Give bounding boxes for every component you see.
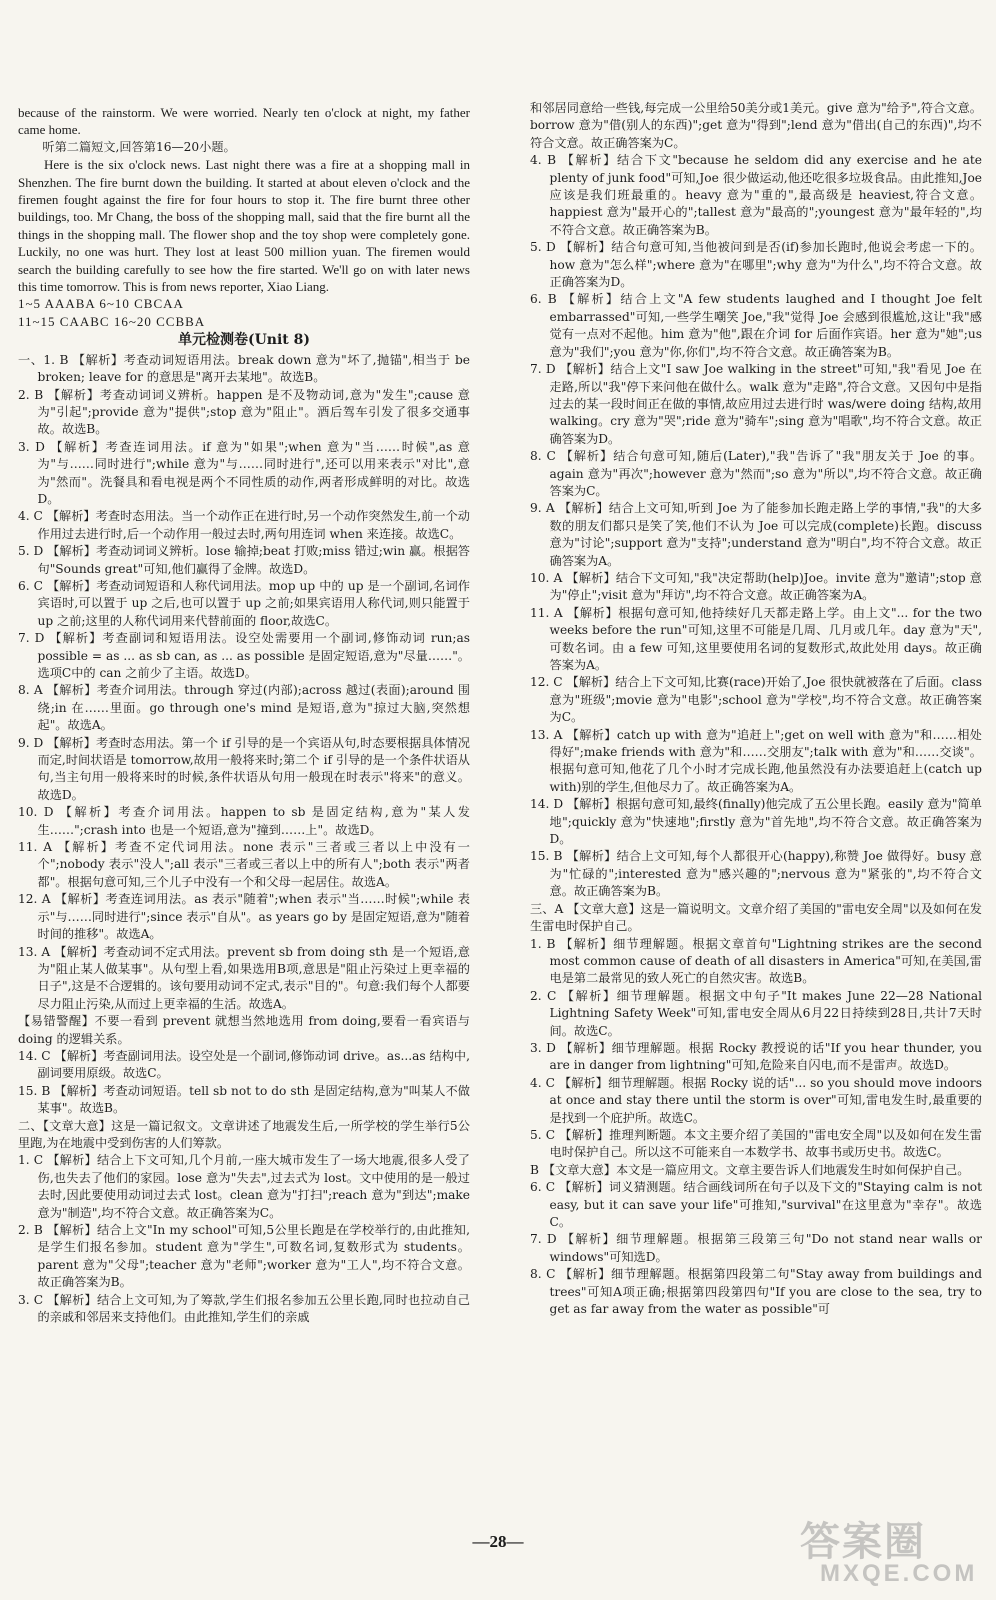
answer-item: 1. B 【解析】细节理解题。根据文章首句"Lightning strikes are the second most common cause of death of all disasters in America"可知,在美国,雷电是第二最常见的致人死亡的自然灾害。故选B。	[530, 936, 982, 986]
unit-heading: 单元检测卷(Unit 8)	[177, 332, 311, 349]
listening-text-end: because of the rainstorm. We were worried. Nearly ten o'clock at night, my father came home.	[18, 105, 470, 138]
answer-item: 7. D 【解析】细节理解题。根据第三段第三句"Do not stand near walls or windows"可知选D。	[530, 1232, 982, 1264]
answer-item: 12. A 【解析】考查连词用法。as 表示"随着";when 表示"当……时候";while 表示"与……同时进行";since 表示"自从"。as years go by 是固定短语,意为"随着时间的推移"。故选A。	[18, 892, 470, 942]
left-items	[18, 352, 470, 1327]
answer-item: 3. D 【解析】考查连词用法。if 意为"如果";when 意为"当……时候",as 意为"与……同时进行";while 意为"与……同时进行",还可以用来表示"对比",意为"然而"。洗餐具和看电视是两个不同性质的动作,两者形成鲜明的对比。故选D。	[18, 439, 470, 506]
answer-item: 11. A 【解析】考查不定代词用法。none 表示"三者或三者以上中没有一个";nobody 表示"没人";all 表示"三者或三者以上中的所有人";both 表示"两者都"。根据句意可知,三个儿子中没有一个和父母一起居住。故选A。	[18, 840, 470, 889]
answer-keys-1: 1~5 AAABA 6~10 CBCAA	[18, 296, 184, 312]
answer-item: 4. C 【解析】细节理解题。根据 Rocky 说的话"... so you should move indoors at once and stay there until the storm is over"可知,雷电发生时,最重要的是找到一个庇护所。故选C。	[530, 1075, 982, 1125]
answer-item: 2. B 【解析】结合上文"In my school"可知,5公里长跑是在学校举行的,由此推知,是学生们报名参加。student 意为"学生",可数名词,复数形式为 students。parent 意为"父母";teacher 意为"老师";worker 意为"工人",均不符合文意。故正确答案为B。	[18, 1223, 470, 1290]
answer-item: 8. C 【解析】结合句意可知,随后(Later),"我"告诉了"我"朋友关于 Joe 的事。again 意为"再次";however 意为"然而";so 意为"所以",均不符合文意。故正确答案为C。	[530, 449, 982, 498]
answer-item: 9. D 【解析】考查时态用法。第一个 if 引导的是一个宾语从句,时态要根据具体情况而定,时间状语是 tomorrow,故用一般将来时;第二个 if 引导的是一个条件状语从句,当主句用一般将来时的时候,条件状语从句用一般现在时表示"将来"的意义。故选D。	[18, 735, 470, 802]
answer-item: 5. D 【解析】结合句意可知,当他被问到是否(if)参加长跑时,他说会考虑一下的。how 意为"怎么样";where 意为"在哪里";why 意为"为什么",均不符合文意。故正确答案为D。	[530, 240, 982, 290]
answer-item: 13. A 【解析】catch up with 意为"追赶上";get on well with 意为"和……相处得好";make friends with 意为"和……交朋友";talk with 意为"和……交谈"。根据句意可知,他花了几个小时才完成长跑,他虽然没有办法要追赶上(catch up with)别的学生,但他尽力了。故正确答案为A。	[530, 727, 982, 794]
passage-summary: B 【文章大意】本文是一篇应用文。文章主要告诉人们地震发生时如何保护自己。	[530, 1162, 970, 1177]
listening-passage: Here is the six o'clock news. Last night there was a fire at a shopping mall in Shenzhen. The fire burnt down the building. It started at about eleven o'clock and the firemen fought against the fire for four hours to stop it. The fire burnt three other buildings, too. Mr Chang, the boss of the shopping mall, said that the fire burnt all the things in the shopping mall. The flower shop and the toy shop were completely gone. Luckily, no one was hurt. They lost at least 500 million yuan. The firemen would search the building carefully to see how the fire started. We'll go on with later news this time tomorrow. This is from news reporter, Xiao Liang.	[18, 157, 470, 295]
left-column	[18, 104, 470, 1326]
answer-item: 15. B 【解析】考查动词短语。tell sb not to do sth 是固定结构,意为"叫某人不做某事"。故选B。	[18, 1083, 470, 1116]
answer-item: 3. D 【解析】细节理解题。根据 Rocky 教授说的话"If you hear thunder, you are in danger from lightning"可知,危险来自闪电,而不是雷声。故选D。	[530, 1040, 982, 1073]
answer-item: 7. D 【解析】考查副词和短语用法。设空处需要用一个副词,修饰动词 run;as possible = as ... as sb can, as ... as possible 是固定短语,意为"尽量……"。选项C中的 can 之前少了主语。故选D。	[18, 631, 470, 680]
answer-item: 6. C 【解析】词义猜测题。结合画线词所在句子以及下文的"Staying calm is not easy, but it can save your life"可推知,"survival"在这里意为"幸存"。故选C。	[530, 1180, 982, 1229]
answer-item: 9. A 【解析】结合上文可知,听到 Joe 为了能参加长跑走路上学的事情,"我"的大多数的朋友们都只是笑了笑,他们不认为 Joe 可以完成(complete)长跑。discuss 意为"讨论";support 意为"支持";understand 意为"明白",均不符合文意。故正确答案为A。	[530, 501, 982, 568]
answer-item: 11. A 【解析】根据句意可知,他持续好几天都走路上学。由上文"... for the two weeks before the run"可知,这里不可能是几周、几月或几年。day 意为"天",可数名词。由 a few 可知,这里要使用名词的复数形式,故此处用 days。故正确答案为A。	[530, 605, 982, 672]
watermark-text: 答案圈	[800, 1519, 926, 1565]
passage-summary: 三、A 【文章大意】这是一篇说明文。文章介绍了美国的"雷电安全周"以及如何在发生雷电时保护自己。	[530, 901, 982, 934]
listening-instruction: 听第二篇短文,回答第16—20小题。	[42, 139, 236, 154]
answer-item: 7. D 【解析】结合上文"I saw Joe walking in the street"可知,"我"看见 Joe 在走路,所以"我"停下来问他在做什么。walk 意为"走路",符合文意。又因句中是指过去的某一段时间正在做的事情,故应用过去进行时 was/were doing 结构,故用 walking。cry 意为"哭";ride 意为"骑车";sing 意为"唱歌",均不符合文意。故正确答案为D。	[530, 362, 982, 446]
answer-item: 14. C 【解析】考查副词用法。设空处是一个副词,修饰动词 drive。as...as 结构中,副词要用原级。故选C。	[18, 1048, 470, 1081]
answer-item: 3. C 【解析】结合上文可知,为了筹款,学生们报名参加五公里长跑,同时也拉动自己的亲戚和邻居来支持他们。由此推知,学生们的亲戚	[18, 1292, 470, 1325]
answer-item: 6. C 【解析】考查动词短语和人称代词用法。mop up 中的 up 是一个副词,名词作宾语时,可以置于 up 之后,也可以置于 up 之前;如果宾语用人称代词,则只能置于 up 之前;这里的人称代词用来代替前面的 floor,故选C。	[18, 578, 470, 628]
answer-item: 4. B 【解析】结合下文"because he seldom did any exercise and he ate plenty of junk food"可知,Joe 很少做运动,他还吃很多垃圾食品。由此推知,Joe 应该是我们班最重的。heavy 意为"重的",最高级是 heaviest,符合文意。happiest 意为"最开心的";tallest 意为"最高的";youngest 意为"最年轻的",均不符合文意。故正确答案为B。	[530, 153, 982, 237]
answer-item: 6. B 【解析】结合上文"A few students laughed and I thought Joe felt embarrassed"可知,一些学生嘲笑 Joe,"我"觉得 Joe 会感到很尴尬,这让"我"感觉有一点对不起他。him 意为"他",跟在介词 for 后面作宾语。her 意为"她";us 意为"我们";you 意为"你,你们",均不符合文意。故正确答案为B。	[530, 292, 982, 359]
page-number: —28—	[472, 1532, 524, 1551]
answer-item-continued: 和邻居同意给一些钱,每完成一公里给50美分或1美元。give 意为"给予",符合文意。borrow 意为"借(别人的东西)";get 意为"得到";lend 意为"借出(自己的东西)",均不符合文意。故正确答案为C。	[530, 101, 982, 150]
answer-item: 15. B 【解析】结合上文可知,每个人都很开心(happy),称赞 Joe 做得好。busy 意为"忙碌的";interested 意为"感兴趣的";nervous 意为"紧张的",均不符合文意。故正确答案为B。	[530, 849, 982, 899]
answer-item: 2. C 【解析】细节理解题。根据文中句子"It makes June 22—28 National Lightning Safety Week"可知,雷电安全周从6月22日持续到28日,共计7天时间。故选C。	[530, 988, 982, 1038]
answer-item: 2. B 【解析】考查动词词义辨析。happen 是不及物动词,意为"发生";cause 意为"引起";provide 意为"提供";stop 意为"阻止"。酒后驾车引发了很多交通事故。故选B。	[18, 387, 470, 437]
right-column	[530, 100, 982, 1318]
answer-item: 12. C 【解析】结合上下文可知,比赛(race)开始了,Joe 很快就被落在了后面。class 意为"班级";movie 意为"电影";school 意为"学校",均不符合文意。故正确答案为C。	[530, 675, 982, 725]
passage-summary: 二、【文章大意】这是一篇记叙文。文章讲述了地震发生后,一所学校的学生举行5公里跑,为在地震中受到伤害的人们筹款。	[18, 1118, 470, 1150]
answer-item: 8. A 【解析】考查介词用法。through 穿过(内部);across 越过(表面);around 围绕;in 在……里面。go through one's mind 是短语,意为"掠过大脑,突然想起"。故选A。	[18, 683, 470, 733]
answer-item: 1. C 【解析】结合上下文可知,几个月前,一座大城市发生了一场大地震,很多人受了伤,也失去了他们的家园。lose 意为"失去",过去式为 lost。文中使用的是一般过去时,因此要使用动词过去式 lost。clean 意为"打扫";reach 意为"到达";make 意为"制造",均不符合文意。故正确答案为C。	[18, 1153, 470, 1220]
answer-item: 8. C 【解析】细节理解题。根据第四段第二句"Stay away from buildings and trees"可知A项正确;根据第四段第四句"If you are close to the sea, try to get as far away from the water as possible"可	[530, 1267, 982, 1317]
answer-item: 一、1. B 【解析】考查动词短语用法。break down 意为"坏了,抛锚",相当于 be broken; leave for 的意思是"离开去某地"。故选B。	[18, 352, 470, 385]
answer-item: 4. C 【解析】考查时态用法。当一个动作正在进行时,另一个动作突然发生,前一个动作用过去进行时,后一个动作用一般过去时,两句用连词 when 来连接。故选C。	[18, 509, 470, 541]
watermark-url: MXQE.COM	[820, 1560, 978, 1587]
answer-item: 5. C 【解析】推理判断题。本文主要介绍了美国的"雷电安全周"以及如何在发生雷电时保护自己。所以这不可能来自一本数学书、故事书或历史书。故选C。	[530, 1127, 982, 1160]
answer-item: 10. D 【解析】考查介词用法。happen to sb 是固定结构,意为"某人发生……";crash into 也是一个短语,意为"撞到……上"。故选D。	[18, 805, 470, 837]
answer-keys-2: 11~15 CAABC 16~20 CCBBA	[18, 313, 206, 329]
answer-item: 14. D 【解析】根据句意可知,最终(finally)他完成了五公里长跑。easily 意为"简单地";quickly 意为"快速地";firstly 意为"首先地",均不符合文意。故正确答案为D。	[530, 797, 982, 847]
watermark-logo	[800, 1510, 980, 1590]
error-warning-note: 【易错警醒】不要一看到 prevent 就想当然地选用 from doing,要看一看宾语与 doing 的逻辑关系。	[18, 1014, 470, 1046]
answer-item: 10. A 【解析】结合下文可知,"我"决定帮助(help)Joe。invite 意为"邀请";stop 意为"停止";visit 意为"拜访",均不符合文意。故正确答案为A。	[530, 570, 982, 603]
answer-item: 13. A 【解析】考查动词不定式用法。prevent sb from doing sth 是一个短语,意为"阻止某人做某事"。从句型上看,如果选用B项,意思是"阻止污染过上更幸福的日子",这是不合逻辑的。该句要用动词不定式,表示"目的"。句意:我们每个人都要尽力阻止污染,从而过上更幸福的生活。故选A。	[18, 944, 470, 1011]
answer-item: 5. D 【解析】考查动词词义辨析。lose 输掉;beat 打败;miss 错过;win 赢。根据答句"Sounds great"可知,他们赢得了金牌。故选D。	[18, 544, 470, 576]
